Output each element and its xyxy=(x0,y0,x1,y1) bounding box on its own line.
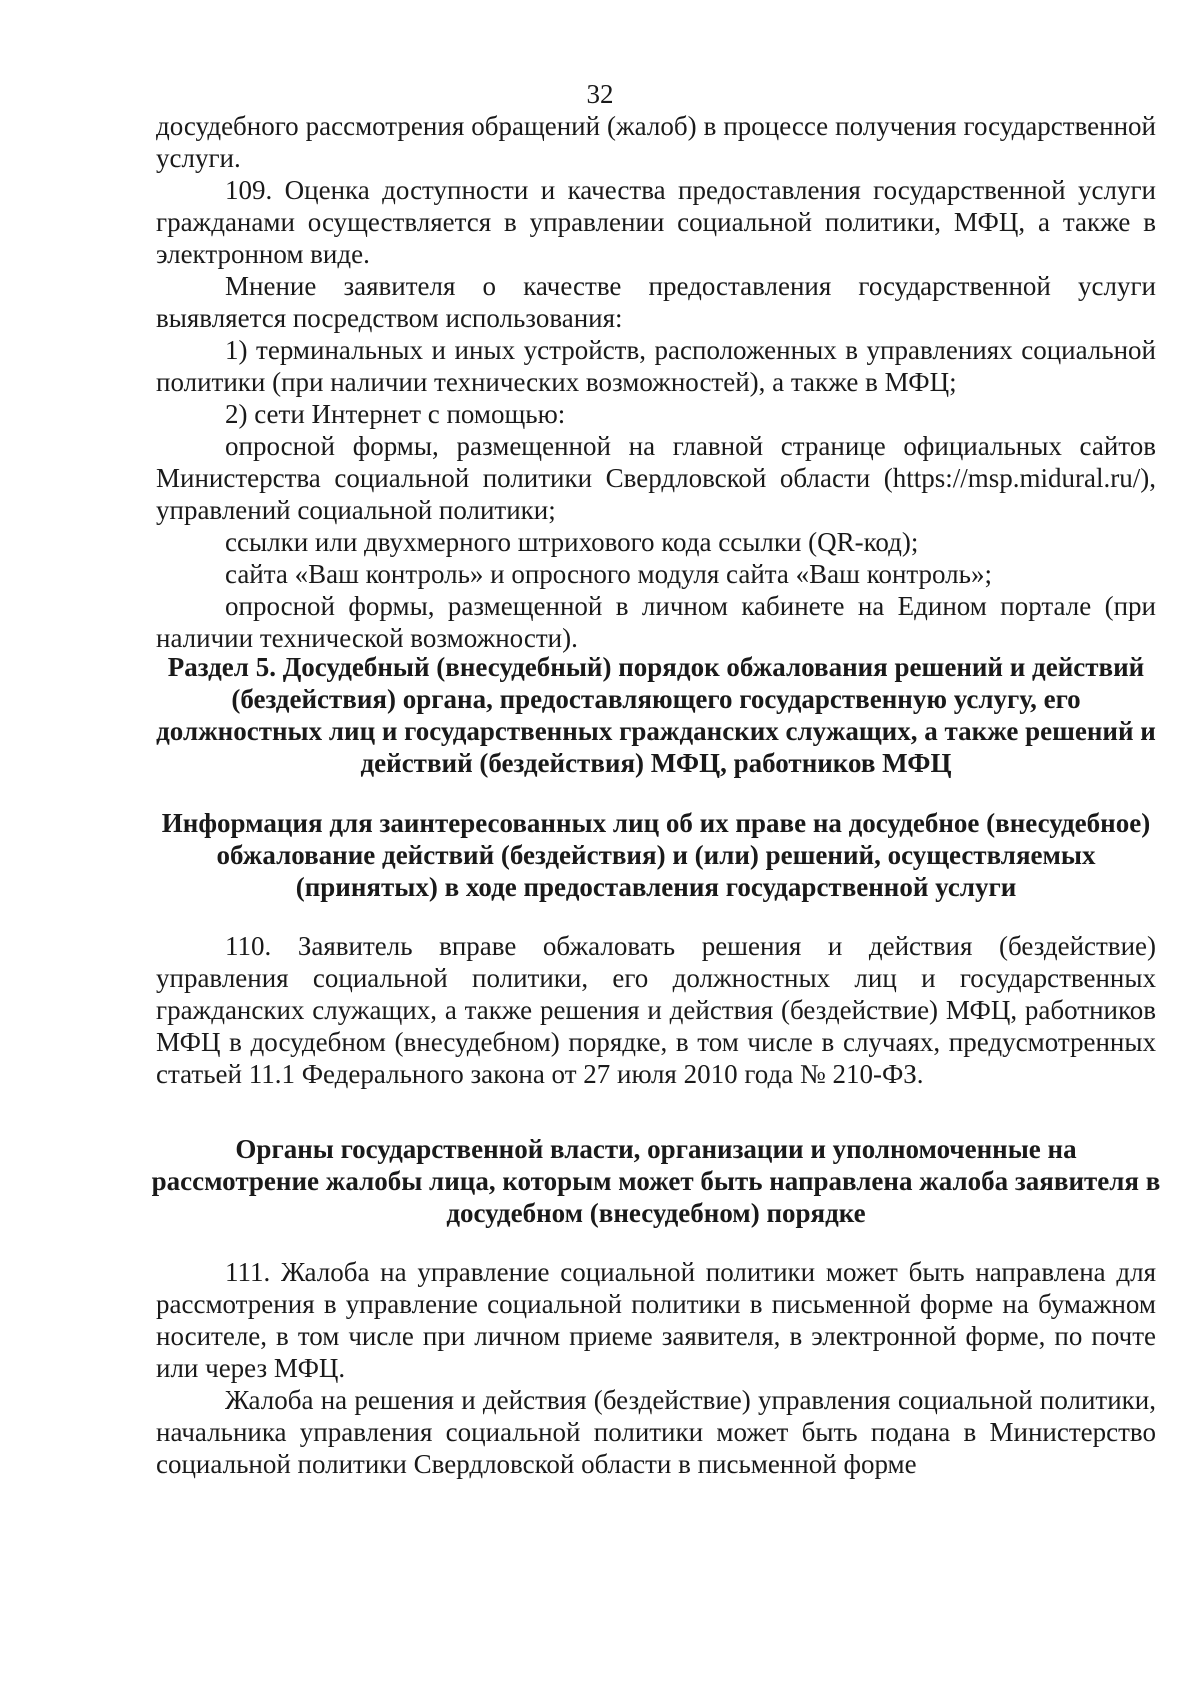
body-text-110 xyxy=(156,930,1156,1090)
paragraph-109: 109. Оценка доступности и качества предоставления государственной услуги гражданами осуществляется в управлении социальной политики, МФЦ, а также в электронном виде. xyxy=(156,175,1156,269)
page-number: 32 xyxy=(586,79,614,109)
organs-heading: Органы государственной власти, организации и уполномоченные на рассмотрение жалобы лица, которым может быть направлена жалоба заявителя в досудебном (внесудебном) порядке xyxy=(151,1134,1161,1228)
paragraph-110: 110. Заявитель вправе обжаловать решения и действия (бездействие) управления социальной политики, его должностных лиц и государственных гражданских служащих, а также решения и действия (бездействие) МФЦ, работников МФЦ в досудебном (внесудебном) порядке, в том числе в случаях, предусмотренных статьей 11.1 Федерального закона от 27 июля 2010 года № 210-ФЗ. xyxy=(156,931,1156,1089)
body-text-111 xyxy=(156,1256,1156,1480)
list-item-portal-form: опросной формы, размещенной в личном кабинете на Едином портале (при наличии технической возможности). xyxy=(156,591,1156,653)
list-item-vash-kontrol: сайта «Ваш контроль» и опросного модуля сайта «Ваш контроль»; xyxy=(225,559,992,589)
paragraph-111: 111. Жалоба на управление социальной политики может быть направлена для рассмотрения в управление социальной политики в письменной форме на бумажном носителе, в том числе при личном приеме заявителя, в электронной форме, по почте или через МФЦ. xyxy=(156,1257,1156,1383)
list-item-terminals: 1) терминальных и иных устройств, расположенных в управлениях социальной политики (при наличии технических возможностей), а также в МФЦ; xyxy=(156,335,1156,397)
body-text-top xyxy=(156,110,1156,654)
list-item-qr-code: ссылки или двухмерного штрихового кода ссылки (QR-код); xyxy=(225,527,919,557)
paragraph-opinion: Мнение заявителя о качестве предоставления государственной услуги выявляется посредством использования: xyxy=(156,271,1156,333)
list-item-survey-form: опросной формы, размещенной на главной странице официальных сайтов Министерства социальной политики Свердловской области (https://msp.midural.ru/), управлений социальной политики; xyxy=(156,431,1156,525)
section-5-heading: Раздел 5. Досудебный (внесудебный) порядок обжалования решений и действий (бездействия) органа, предоставляющего государственную услугу, его должностных лиц и государственных гражданских служащих, а также решений и действий (бездействия) МФЦ, работников МФЦ xyxy=(156,652,1156,778)
list-item-internet: 2) сети Интернет с помощью: xyxy=(225,399,566,429)
paragraph-continuation: досудебного рассмотрения обращений (жалоб) в процессе получения государственной услуги. xyxy=(156,111,1156,173)
info-heading: Информация для заинтересованных лиц об их праве на досудебное (внесудебное) обжалование действий (бездействия) и (или) решений, осуществляемых (принятых) в ходе предоставления государственной услуги xyxy=(161,808,1151,902)
paragraph-111-continued: Жалоба на решения и действия (бездействие) управления социальной политики, начальника управления социальной политики может быть подана в Министерство социальной политики Свердловской области в письменной форме xyxy=(156,1385,1156,1479)
